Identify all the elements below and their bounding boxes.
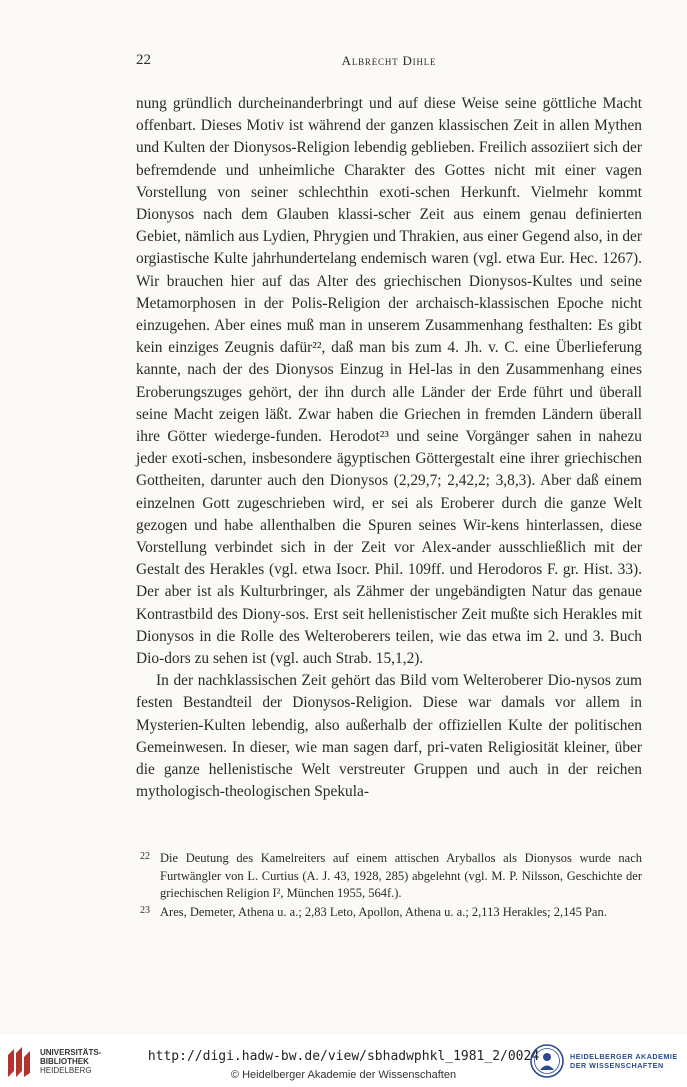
footnote-number: 22 bbox=[140, 851, 150, 862]
footnotes bbox=[136, 850, 642, 922]
library-name-line: HEIDELBERG bbox=[40, 1066, 92, 1075]
paragraph-1: nung gründlich durcheinanderbringt und auf diese Weise seine göttliche Macht offenbart. Dieses Motiv ist während der ganzen klassischen Zeit in allen Mythen und Kulten der Dionysos-Religion lebendig geblieben. Freilich assoziiert sich der befremdende und unheimliche Charakter des Gottes nicht mit einer vagen Vorstellung von seiner schlechthin exoti-schen Herkunft. Vielmehr kommt Dionysos nach dem Glauben klassi-scher Zeit aus einem genau definierten Gebiet, nämlich aus Lydien, Phrygien und Thrakien, aus einer Gegend also, in der orgiastische Kulte jahrhundertelang endemisch waren (vgl. etwa Eur. Hec. 1267). Wir brauchen hier auf das Alter des griechischen Dionysos-Kultes und seine Metamorphosen in der Polis-Religion der archaisch-klassischen Epoche nicht einzugehen. Aber eines muß man in unserem Zusammenhang festhalten: Es gibt kein einziges Zeugnis dafür²², daß man bis zum 4. Jh. v. C. eine Überlieferung kannte, nach der des Dionysos Einzug in Hel-las in den Zusammenhang eines Eroberungszuges gehört, der ihn durch alle Länder der Erde führt und überall seine Macht zeigen läßt. Zwar haben die Griechen in fremden Ländern überall ihre Götter wiederge-funden. Herodot²³ und seine Vorgänger sahen in nahezu jeder exoti-schen, insbesondere ägyptischen Göttergestalt eine ihrer griechischen Gottheiten, darunter auch den Dionysos (2,29,7; 2,42,2; 3,8,3). Aber daß einem einzelnen Gott zugeschrieben wird, er sei als Eroberer durch die ganze Welt gezogen und habe allenthalben die Spuren seines Wir-kens hinterlassen, diese Vorstellung verbindet sich in der Zeit vor Alex-ander ausschließlich mit der Gestalt des Herakles (vgl. etwa Isocr. Phil. 109ff. und Herodoros F. gr. Hist. 33). Der aber ist als Kulturbringer, als Zähmer der ungebändigten Natur das genaue Kontrastbild des Diony-sos. Erst seit hellenistischer Zeit mußte sich Herakles mit Dionysos in die Rolle des Welteroberers teilen, wie das etwa im 2. und 3. Buch Dio-dors zu sehen ist (vgl. auch Strab. 15,1,2). bbox=[136, 95, 642, 668]
library-name-line: BIBLIOTHEK bbox=[40, 1057, 89, 1066]
running-head: Albrecht Dihle bbox=[341, 53, 437, 68]
library-name-line: UNIVERSITÄTS- bbox=[40, 1048, 102, 1057]
body-text bbox=[136, 93, 642, 804]
footnote-number: 23 bbox=[140, 904, 150, 916]
paragraph-2: In der nachklassischen Zeit gehört das Bild vom Welteroberer Dio-nysos zum festen Bestandteil der Dionysos-Religion. Diese war damals vor allem in Mysterien-Kulten lebendig, also außerhalb der offiziellen Kulte der politischen Gemeinwesen. In dieser, wie man sagen darf, pri-vaten Religiosität kleiner, über die ganze hellenistische Welt verstreuter Gruppen und auch in der reichen mythologisch-theologischen Spekula- bbox=[136, 672, 642, 801]
copyright-notice: © Heidelberger Akademie der Wissenschaften bbox=[230, 1069, 457, 1081]
academy-name-line: HEIDELBERGER AKADEMIE bbox=[570, 1052, 678, 1061]
academy-name bbox=[570, 1052, 678, 1070]
footnote-23 bbox=[136, 904, 642, 922]
page-number: 22 bbox=[136, 52, 151, 68]
digitization-footer bbox=[0, 1035, 687, 1087]
footnote-text: Ares, Demeter, Athena u. a.; 2,83 Leto, Apollon, Athena u. a.; 2,113 Herakles; 2,145 Pan. bbox=[160, 904, 607, 919]
footnote-text: Die Deutung des Kamelreiters auf einem attischen Aryballos als Dionysos wurde nach Furtwängler von L. Curtius (A. J. 43, 1928, 285) abgelehnt (vgl. M. P. Nilsson, Geschichte der griechischen Religion I², München 1955, 564f.). bbox=[160, 851, 642, 900]
academy-name-line: DER WISSENSCHAFTEN bbox=[570, 1061, 664, 1070]
footnote-22 bbox=[136, 850, 642, 903]
permalink-url[interactable]: http://digi.hadw-bw.de/view/sbhadwphkl_1981_2/0024 bbox=[147, 1049, 540, 1064]
page-header bbox=[136, 52, 642, 72]
academy-seal-icon bbox=[530, 1044, 564, 1078]
